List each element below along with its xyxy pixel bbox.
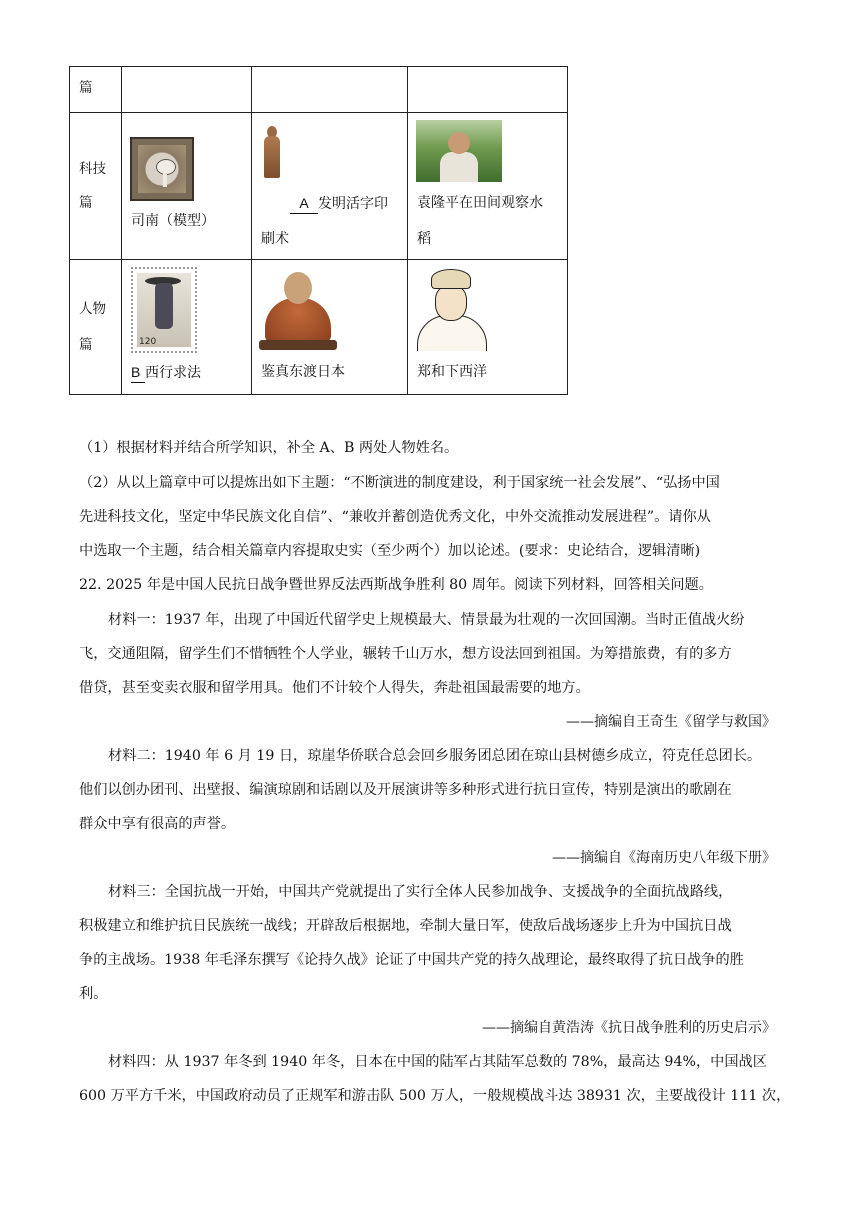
table-line: [69, 66, 70, 395]
material-2-line-1: 材料二：1940 年 6 月 19 日，琼崖华侨联合总会回乡服务团总团在琼山县树德乡成立，符克任总团长。: [108, 748, 762, 764]
stamp-value: 120: [139, 337, 157, 347]
cell-yuan-caption-2: 稻: [417, 231, 431, 247]
cell-sinan-caption: 司南（模型）: [131, 213, 215, 229]
table-line: [69, 394, 568, 395]
yuan-longping-field-photo: [416, 120, 502, 182]
cell-blank-b: [131, 362, 201, 383]
zheng-he-portrait-picture: [415, 267, 489, 351]
material-3-source: ——摘编自黄浩涛《抗日战争胜利的历史启示》: [482, 1020, 776, 1036]
table-line: [69, 259, 568, 260]
row-header-people-1: 人物: [79, 301, 106, 317]
cell-yuan-caption-1: 袁隆平在田间观察水: [417, 195, 543, 211]
question-1: （1）根据材料并结合所学知识，补全 A、B 两处人物姓名。: [79, 440, 459, 456]
material-3-line-1: 材料三：全国抗战一开始，中国共产党就提出了实行全体人民参加战争、支援战争的全面抗战路线，: [108, 884, 733, 900]
cell-bisheng-caption-1: 发明活字印: [318, 196, 388, 212]
row-header-tech-2: 篇: [79, 195, 93, 211]
question-2-line-1: （2）从以上篇章中可以提炼出如下主题：“不断演进的制度建设，利于国家统一社会发展”、“弘扬中国: [79, 475, 720, 491]
material-1-line-2: 飞，交通阻隔，留学生们不惜牺牲个人学业，辗转千山万水，想方设法回到祖国。为筹措旅费，有的多方: [79, 646, 732, 662]
table-line: [69, 66, 568, 67]
table-line: [407, 66, 408, 395]
sinan-model-picture: [130, 137, 194, 201]
cell-bisheng-caption-2: 刷术: [261, 231, 289, 247]
table-line: [121, 66, 122, 395]
question-2-line-3: 中选取一个主题，结合相关篇章内容提取史实（至少两个）加以论述。(要求：史论结合，逻辑清晰): [79, 543, 701, 559]
row-header-people-2: 篇: [79, 337, 93, 353]
row-header-tech-1: 科技: [79, 161, 106, 177]
material-3-line-4: 利。: [79, 986, 108, 1002]
material-1-line-3: 借贷，甚至变卖衣服和留学用具。他们不计较个人得失，奔赴祖国最需要的地方。: [79, 680, 590, 696]
cell-zhenghe-caption: 郑和下西洋: [417, 364, 487, 380]
table-line: [251, 66, 252, 395]
table-line: [567, 66, 568, 395]
cell-blank-a: [290, 193, 388, 214]
question-22-intro: 22. 2025 年是中国人民抗日战争暨世界反法西斯战争胜利 80 周年。阅读下列材料，回答相关问题。: [79, 577, 713, 593]
material-1-source: ——摘编自王奇生《留学与救国》: [566, 714, 776, 730]
blank-b-label: B: [131, 362, 145, 383]
jianzhen-statue-picture: [259, 268, 339, 352]
bi-sheng-statue-picture: [258, 124, 286, 182]
blank-a-label: A: [290, 193, 318, 214]
material-1-line-1: 材料一：1937 年，出现了中国近代留学史上规模最大、情景最为壮观的一次回国潮。当时正值战火纷: [108, 612, 745, 628]
question-2-line-2: 先进科技文化，坚定中华民族文化自信”、“兼收并蓄创造优秀文化，中外交流推动发展进程”。请你从: [79, 509, 711, 525]
material-3-line-2: 积极建立和维护抗日民族统一战线；开辟敌后根据地，牵制大量日军，使敌后战场逐步上升为中国抗日战: [79, 918, 732, 934]
material-4-line-2: 600 万平方千米，中国政府动员了正规军和游击队 500 万人，一般规模战斗达 38931 次，主要战役计 111 次，: [79, 1088, 791, 1104]
cell-jianzhen-caption: 鉴真东渡日本: [261, 364, 345, 380]
cell-xuanzang-caption: 西行求法: [145, 365, 201, 381]
table-line: [69, 112, 568, 113]
top-row-label: 篇: [79, 80, 93, 96]
material-3-line-3: 争的主战场。1938 年毛泽东撰写《论持久战》论证了中国共产党的持久战理论，最终取得了抗日战争的胜: [79, 952, 744, 968]
material-4-line-1: 材料四：从 1937 年冬到 1940 年冬，日本在中国的陆军占其陆军总数的 78%，最高达 94%，中国战区: [108, 1054, 767, 1070]
material-2-line-3: 群众中享有很高的声誉。: [79, 816, 236, 832]
xuanzang-stamp-picture: [131, 267, 197, 353]
material-2-line-2: 他们以创办团刊、出壁报、编演琼剧和话剧以及开展演讲等多种形式进行抗日宣传，特别是演出的歌剧在: [79, 782, 732, 798]
material-2-source: ——摘编自《海南历史八年级下册》: [552, 850, 776, 866]
